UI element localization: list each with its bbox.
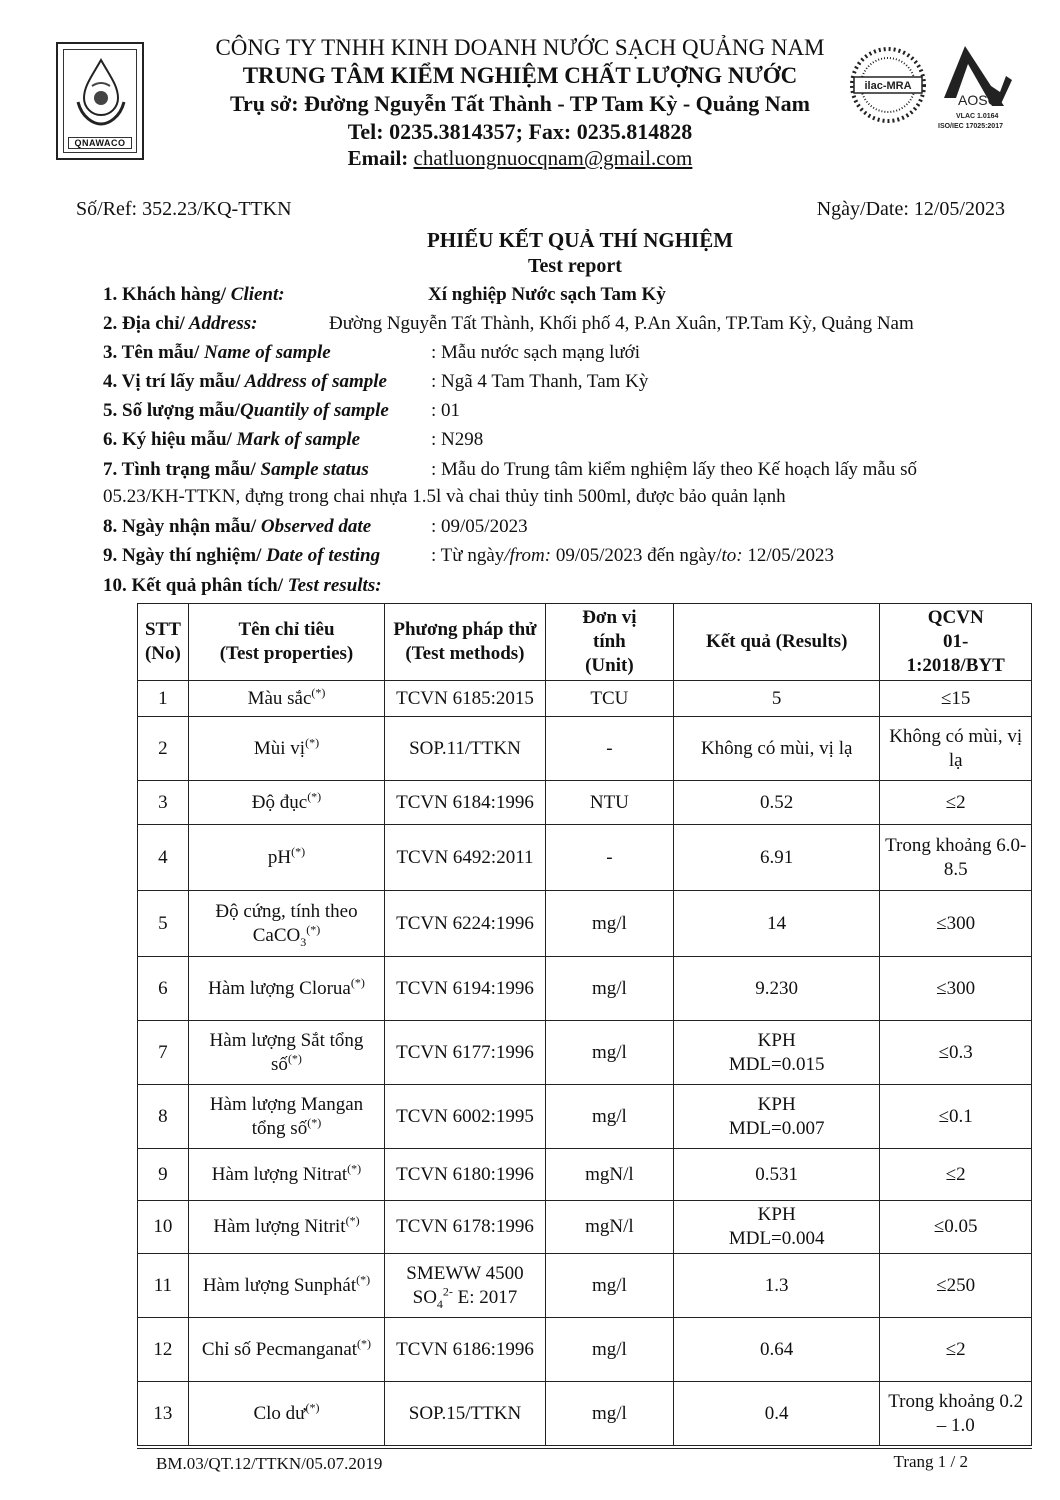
center-address: Trụ sở: Đường Nguyễn Tất Thành - TP Tam Kỳ - Quảng Nam [230,91,810,116]
client-name: Xí nghiệp Nước sạch Tam Kỳ [428,284,666,305]
center-phone: Tel: 0235.3814357; Fax: 0235.814828 [347,119,693,144]
info-address [103,313,914,335]
sample-status: : Mẫu do Trung tâm kiểm nghiệm lấy theo Kế hoạch lấy mẫu số [431,459,918,480]
col-qcvn: QCVN 01- 1:2018/BYT [880,604,1032,681]
info-sample-name [103,342,641,364]
info-label: 6. Ký hiệu mẫu/ [103,429,232,450]
table-row: 6 Hàm lượng Clorua(*) TCVN 6194:1996 mg/l 9.230 ≤300 [138,957,1032,1021]
water-drop-hands-icon [74,56,128,128]
info-label-en: Observed date [256,516,372,537]
footer-divider [137,1448,1032,1449]
email-label: Email: [347,146,409,170]
info-label-en: Test results: [283,575,382,596]
report-ref: Số/Ref: 352.23/KQ-TTKN [76,198,292,220]
form-code: BM.03/QT.12/TTKN/05.07.2019 [156,1454,383,1473]
testing-date: : Từ ngày/from: 09/05/2023 đến ngày/to: 12/05/2023 [431,545,834,566]
info-label-en: Address: [184,313,258,334]
report-subtitle: Test report [528,255,622,277]
info-observed-date [103,516,528,538]
report-date: Ngày/Date: 12/05/2023 [816,198,1005,220]
col-unit: Đơn vị tính (Unit) [545,604,673,681]
table-row: 1 Màu sắc(*) TCVN 6185:2015 TCU 5 ≤15 [138,681,1032,717]
company-logo [56,42,144,160]
info-label-en: Address of sample [240,371,387,392]
col-methods: Phương pháp thử (Test methods) [385,604,546,681]
sample-status-continued: 05.23/KH-TTKN, đựng trong chai nhựa 1.5l và chai thủy tinh 500ml, được bảo quản lạnh [103,486,786,507]
table-row: 2 Mùi vị(*) SOP.11/TTKN - Không có mùi, vị lạ Không có mùi, vị lạ [138,717,1032,781]
center-email [150,146,890,171]
info-label: 10. Kết quả phân tích/ [103,575,284,596]
table-row: 11 Hàm lượng Sunphát(*) SMEWW 4500 $SO_4^{2-}$ E: 2017 mg/l 1.3 ≤250 [138,1254,1032,1318]
info-label-en: Name of sample [199,342,331,363]
info-label: 4. Vị trí lấy mẫu/ [103,371,241,392]
table-row: 5 Độ cứng, tính theo CaCO$_3$(*) TCVN 6224:1996 mg/l 14 ≤300 [138,891,1032,957]
table-row: 8 Hàm lượng Mangan tổng số(*) TCVN 6002:1995 mg/l KPH MDL=0.007 ≤0.1 [138,1085,1032,1149]
report-title: PHIẾU KẾT QUẢ THÍ NGHIỆM [426,228,734,252]
ilac-text: ilac-MRA [864,80,912,92]
info-label-en: Quantily of sample [240,400,389,421]
info-label: 1. Khách hàng/ [103,284,227,305]
info-label: 2. Địa chỉ/ [103,313,185,334]
table-row: 10 Hàm lượng Nitrit(*) TCVN 6178:1996 mgN/l KPH MDL=0.004 ≤0.05 [138,1201,1032,1254]
table-header-row [138,604,1032,681]
table-row: 7 Hàm lượng Sắt tổng số(*) TCVN 6177:1996 mg/l KPH MDL=0.015 ≤0.3 [138,1021,1032,1085]
info-label-en: Mark of sample [231,429,361,450]
aosc-logo [930,40,1025,130]
info-label: 3. Tên mẫu/ [103,342,200,363]
iso-standard: ISO/IEC 17025:2017 [938,123,1003,130]
results-table [137,603,1032,1446]
table-row: 13 Clo dư(*) SOP.15/TTKN mg/l 0.4 Trong khoảng 0.2 – 1.0 [138,1382,1032,1446]
sample-quantity: : 01 [431,400,461,421]
table-row: 4 pH(*) TCVN 6492:2011 - 6.91 Trong khoảng 6.0-8.5 [138,825,1032,891]
ilac-mra-logo [848,45,928,125]
sample-mark: : N298 [431,429,484,450]
info-testing-date [103,545,834,567]
client-address: Đường Nguyễn Tất Thành, Khối phố 4, P.An Xuân, TP.Tam Kỳ, Quảng Nam [329,313,914,334]
info-sample-mark [103,429,484,451]
page-number: Trang 1 / 2 [893,1452,968,1471]
info-test-results [103,575,382,597]
sample-name: : Mẫu nước sạch mạng lưới [431,342,641,363]
info-sample-address [103,371,649,393]
table-row: 3 Độ đục(*) TCVN 6184:1996 NTU 0.52 ≤2 [138,781,1032,825]
info-label: 7. Tình trạng mẫu/ [103,459,256,480]
info-label: 9. Ngày thí nghiệm/ [103,545,262,566]
info-label: 5. Số lượng mẫu/ [103,400,241,421]
info-label: 8. Ngày nhận mẫu/ [103,516,257,537]
col-stt: STT (No) [138,604,189,681]
company-name: CÔNG TY TNHH KINH DOANH NƯỚC SẠCH QUẢNG NAM [215,35,825,60]
center-name: TRUNG TÂM KIỂM NGHIỆM CHẤT LƯỢNG NƯỚC [242,63,798,88]
sample-address: : Ngã 4 Tam Thanh, Tam Kỳ [431,371,649,392]
observed-date: : 09/05/2023 [431,516,528,537]
email-link[interactable]: chatluongnuocqnam@gmail.com [413,146,693,170]
table-row: 9 Hàm lượng Nitrat(*) TCVN 6180:1996 mgN/l 0.531 ≤2 [138,1149,1032,1201]
table-row: 12 Chỉ số Pecmanganat(*) TCVN 6186:1996 mg/l 0.64 ≤2 [138,1318,1032,1382]
aosc-text: AOSC [958,92,998,108]
info-sample-status [103,459,918,481]
info-label-en: Sample status [255,459,369,480]
col-results: Kết quả (Results) [673,604,879,681]
info-label-en: Date of testing [261,545,381,566]
vilas-code: VLAC 1.0164 [956,113,999,120]
logo-caption: QNAWACO [68,137,132,149]
col-properties: Tên chỉ tiêu (Test properties) [188,604,384,681]
info-sample-quantity [103,400,461,422]
info-client [103,284,666,306]
info-label-en: Client: [226,284,285,305]
